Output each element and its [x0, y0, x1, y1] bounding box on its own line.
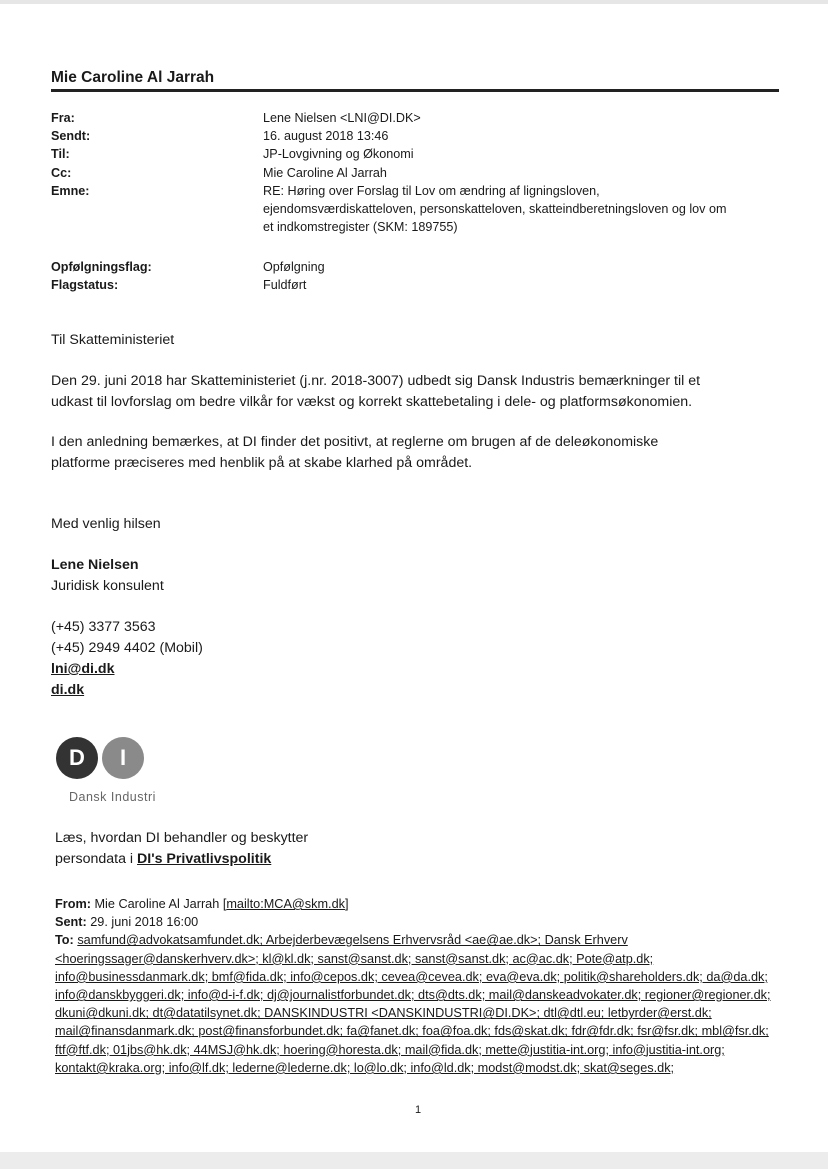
fwd-sent-value: 29. juni 2018 16:00 — [90, 915, 199, 930]
signature-email-link[interactable]: lni@di.dk — [51, 661, 115, 677]
privacy-policy-link[interactable]: DI's Privatlivspolitik — [137, 850, 272, 867]
header-from-row — [51, 109, 791, 127]
signature-phone: (+45) 3377 3563 — [51, 619, 156, 635]
paragraph-1-line-1: Den 29. juni 2018 har Skatteministeriet (j.nr. 2018-3007) udbedt sig Dansk Industris bemærkninger til et — [51, 373, 701, 389]
fwd-sent-label: Sent: — [55, 915, 87, 930]
logo-caption: Dansk Industri — [69, 790, 156, 804]
from-value: Lene Nielsen <LNI@DI.DK> — [263, 111, 421, 125]
signature-mobile: (+45) 2949 4402 (Mobil) — [51, 640, 203, 656]
scan-edge-top — [0, 0, 828, 4]
flag-label: Opfølgningsflag: — [51, 260, 152, 274]
fwd-to-label: To: — [55, 933, 74, 948]
privacy-prefix: persondata i — [55, 850, 138, 867]
mailbox-owner-name: Mie Caroline Al Jarrah — [51, 69, 215, 86]
signature-name: Lene Nielsen — [51, 557, 139, 573]
fwd-from-label: From: — [55, 897, 91, 911]
signature-contact — [51, 617, 791, 701]
closing: Med venlig hilsen — [51, 516, 161, 532]
sent-label: Sendt: — [51, 129, 91, 144]
page-number: 1 — [415, 1104, 422, 1116]
to-label: Til: — [51, 147, 70, 162]
signature-website-link[interactable]: di.dk — [51, 682, 85, 698]
body-paragraph-2 — [51, 432, 791, 474]
salutation: Til Skatteministeriet — [51, 332, 175, 348]
header-to-row — [51, 145, 791, 163]
flagstatus-value: Fuldført — [263, 278, 307, 293]
fwd-sent-row — [55, 913, 785, 931]
privacy-notice — [55, 828, 308, 869]
privacy-line-1: Læs, hvordan DI behandler og beskytter — [55, 830, 309, 846]
logo-letter-i: I — [102, 737, 144, 779]
privacy-line-2 — [55, 849, 308, 870]
scan-edge-bottom — [0, 1152, 828, 1169]
flagstatus-label: Flagstatus: — [51, 278, 119, 293]
fwd-to-row — [55, 931, 785, 1077]
header-subject-row — [51, 182, 791, 237]
header-cc-row — [51, 164, 791, 182]
fwd-recipients[interactable]: samfund@advokatsamfundet.dk; Arbejderbevægelsens Erhvervsråd <ae@ae.dk>; Dansk Erhverv <hoeringssager@danskerhverv.dk>; kl@kl.dk; sanst@sanst.dk; sanst@sanst.dk; ac@ac.dk; Pote@atp.dk; info@businessdanmark.dk; bmf@fida.dk; info@cepos.dk; cevea@cevea.dk; eva@eva.dk; politik@shareholders.dk; da@da.dk; info@danskbyggeri.dk; info@d-i-f.dk; dj@journalistforbundet.dk; dts@dts.dk; mail@danskeadvokater.dk; regioner@regioner.dk; dkuni@dkuni.dk; dt@datatilsynet.dk; DANSKINDUSTRI <DANSKINDUSTRI@DI.DK>; dtl@dtl.eu; letbyrder@erst.dk; mail@finansdanmark.dk; post@finansforbundet.dk; fa@fanet.dk; foa@foa.dk; fds@skat.dk; fdr@fdr.dk; fsr@fsr.dk; mbl@fsr.dk; ftf@ftf.dk; 01jbs@hk.dk; 44MSJ@hk.dk; hoering@horesta.dk; mail@fida.dk; mette@justitia-int.org; info@justitia-int.org; kontakt@kraka.org; info@lf.dk; lederne@lederne.dk; lo@lo.dk; info@ld.dk; modst@modst.dk; skat@seges.dk; — [55, 933, 771, 1075]
fwd-from-end: ] — [344, 897, 349, 911]
email-header — [51, 109, 791, 236]
paragraph-2-line-2: platforme præciseres med henblik på at skabe klarhed på området. — [51, 455, 473, 471]
subject-value — [263, 182, 783, 237]
signature-block — [51, 555, 791, 597]
fwd-from-row — [55, 895, 785, 913]
flag-value: Opfølgning — [263, 260, 325, 274]
di-logo — [56, 737, 144, 781]
paragraph-2-line-1: I den anledning bemærkes, at DI finder det positivt, at reglerne om brugen af de deleøkonomiske — [51, 434, 659, 450]
fwd-from-value: Mie Caroline Al Jarrah [ — [94, 897, 227, 911]
subject-line-1: RE: Høring over Forslag til Lov om ændring af ligningsloven, — [263, 183, 600, 198]
header-rule — [51, 89, 779, 92]
paragraph-1-line-2: udkast til lovforslag om bedre vilkår for vækst og korrekt skattebetaling i dele- og platformsøkonomien. — [51, 394, 693, 410]
subject-label: Emne: — [51, 183, 90, 198]
fwd-mailto-link[interactable]: mailto:MCA@skm.dk — [226, 897, 345, 911]
signature-title: Juridisk konsulent — [51, 578, 164, 594]
from-label: Fra: — [51, 111, 75, 125]
cc-label: Cc: — [51, 165, 72, 180]
header-sent-row — [51, 127, 791, 145]
to-value: JP-Lovgivning og Økonomi — [263, 147, 414, 162]
header-flag-row — [51, 258, 791, 276]
header-flagstatus-row — [51, 276, 791, 294]
body-paragraph-1 — [51, 371, 791, 413]
forwarded-header — [55, 895, 785, 1077]
sent-value: 16. august 2018 13:46 — [263, 129, 389, 144]
subject-line-2: ejendomsværdiskatteloven, personskatteloven, skatteindberetningsloven og lov om — [263, 202, 727, 217]
cc-value: Mie Caroline Al Jarrah — [263, 165, 387, 180]
logo-letter-d: D — [56, 737, 98, 779]
subject-line-3: et indkomstregister (SKM: 189755) — [263, 220, 458, 235]
email-flags — [51, 258, 791, 294]
